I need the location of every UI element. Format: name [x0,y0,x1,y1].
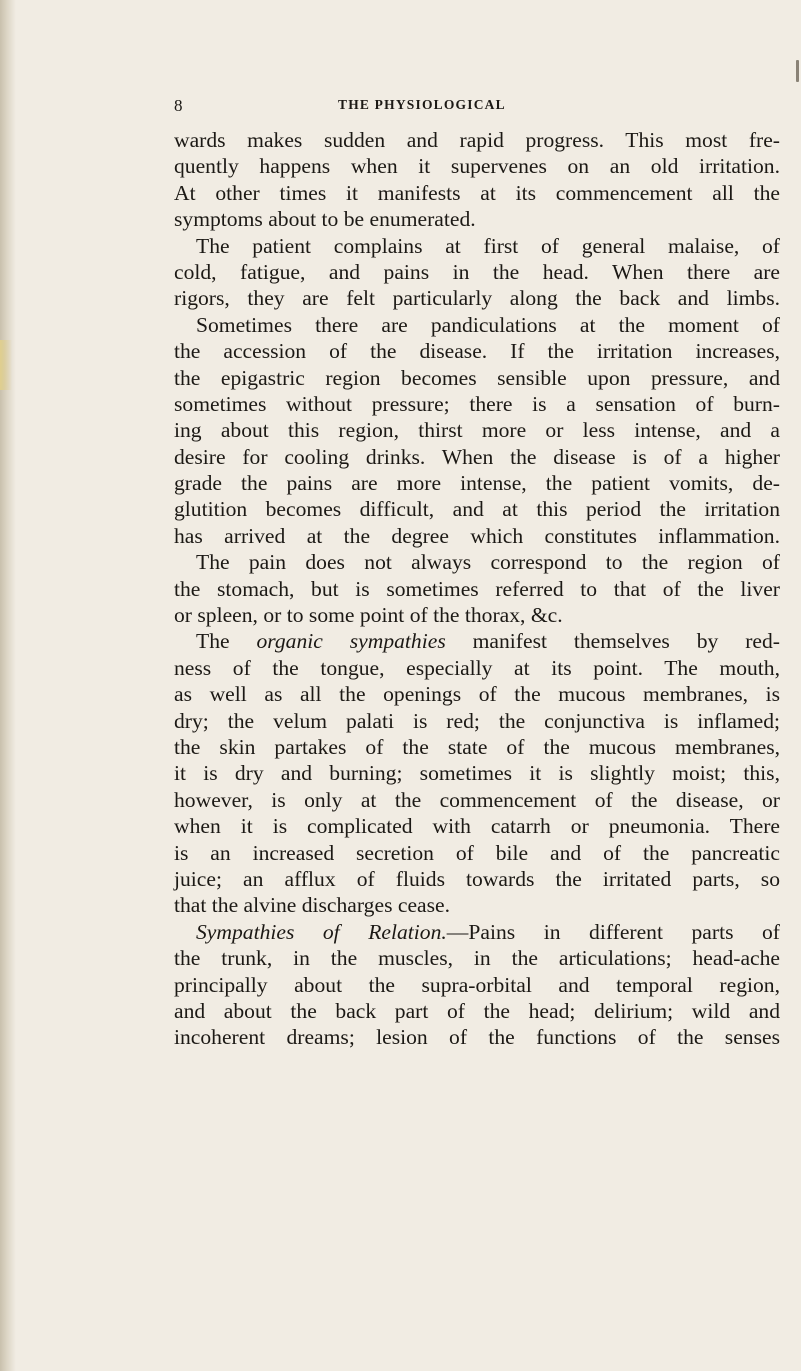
text-line: juice; an afflux of fluids towards the irritated parts, so [174,866,780,891]
text-line: dry; the velum palati is red; the conjunctiva is inflamed; [174,708,780,733]
text-line: desire for cooling drinks. When the disease is of a higher [174,444,780,469]
running-head [0,96,801,118]
line-remainder: —Pains in different parts of [446,919,780,944]
text-line: as well as all the openings of the mucous membranes, is [174,682,780,707]
text-line: quently happens when it supervenes on an old irritation. [174,154,780,179]
text-line: or spleen, or to some point of the thorax, &c. [174,603,563,628]
text-line: incoherent dreams; lesion of the functions of the senses [174,1025,780,1050]
text-line: At other times it manifests at its commencement all the [174,180,780,205]
text-line: Sometimes there are pandiculations at the moment of [196,312,780,337]
text-line: rigors, they are felt particularly along the back and limbs. [174,286,780,311]
text-line [174,628,780,654]
text-line: glutition becomes difficult, and at this period the irritation [174,497,780,522]
text-line [174,919,780,945]
text-line: principally about the supra-orbital and temporal region, [174,972,780,997]
text-line: has arrived at the degree which constitutes inflammation. [174,523,780,548]
text-line: The pain does not always correspond to the region of [196,550,780,575]
text-line: wards makes sudden and rapid progress. This most fre- [174,128,780,152]
text-line: ness of the tongue, especially at its point. The mouth, [174,655,780,680]
text-line: The patient complains at first of general malaise, of [196,233,780,258]
text-line: however, is only at the commencement of the disease, or [174,787,780,812]
italic-term-organic-sympathies: organic sympathies [256,629,446,654]
running-title: THE PHYSIOLOGICAL [338,97,506,112]
line-prefix: The [196,629,257,654]
text-line: symptoms about to be enumerated. [174,207,476,232]
italic-term-sympathies-of-relation: Sympathies of Relation. [196,919,447,944]
text-line: the skin partakes of the state of the mucous membranes, [174,734,780,759]
text-line: ing about this region, thirst more or less intense, and a [174,418,780,443]
text-line: when it is complicated with catarrh or pneumonia. There [174,814,780,839]
body-text [174,127,780,1051]
line-remainder: manifest themselves by red- [472,629,780,654]
text-line: the epigastric region becomes sensible upon pressure, and [174,365,780,390]
page-edge-mark [796,60,799,82]
text-line: that the alvine discharges cease. [174,893,451,918]
text-line: the accession of the disease. If the irritation increases, [174,339,780,364]
page-stain [0,340,12,390]
text-line: is an increased secretion of bile and of the pancreatic [174,840,780,865]
text-line: cold, fatigue, and pains in the head. When there are [174,259,780,284]
text-line: grade the pains are more intense, the patient vomits, de- [174,471,780,496]
page-number: 8 [174,96,184,115]
text-line: the trunk, in the muscles, in the articulations; head-ache [174,946,780,971]
text-line: the stomach, but is sometimes referred to that of the liver [174,576,780,601]
text-line: sometimes without pressure; there is a sensation of burn- [174,391,780,416]
text-line: and about the back part of the head; delirium; wild and [174,998,780,1023]
page-binding-shadow [0,0,16,1371]
text-line: it is dry and burning; sometimes it is slightly moist; this, [174,761,780,786]
